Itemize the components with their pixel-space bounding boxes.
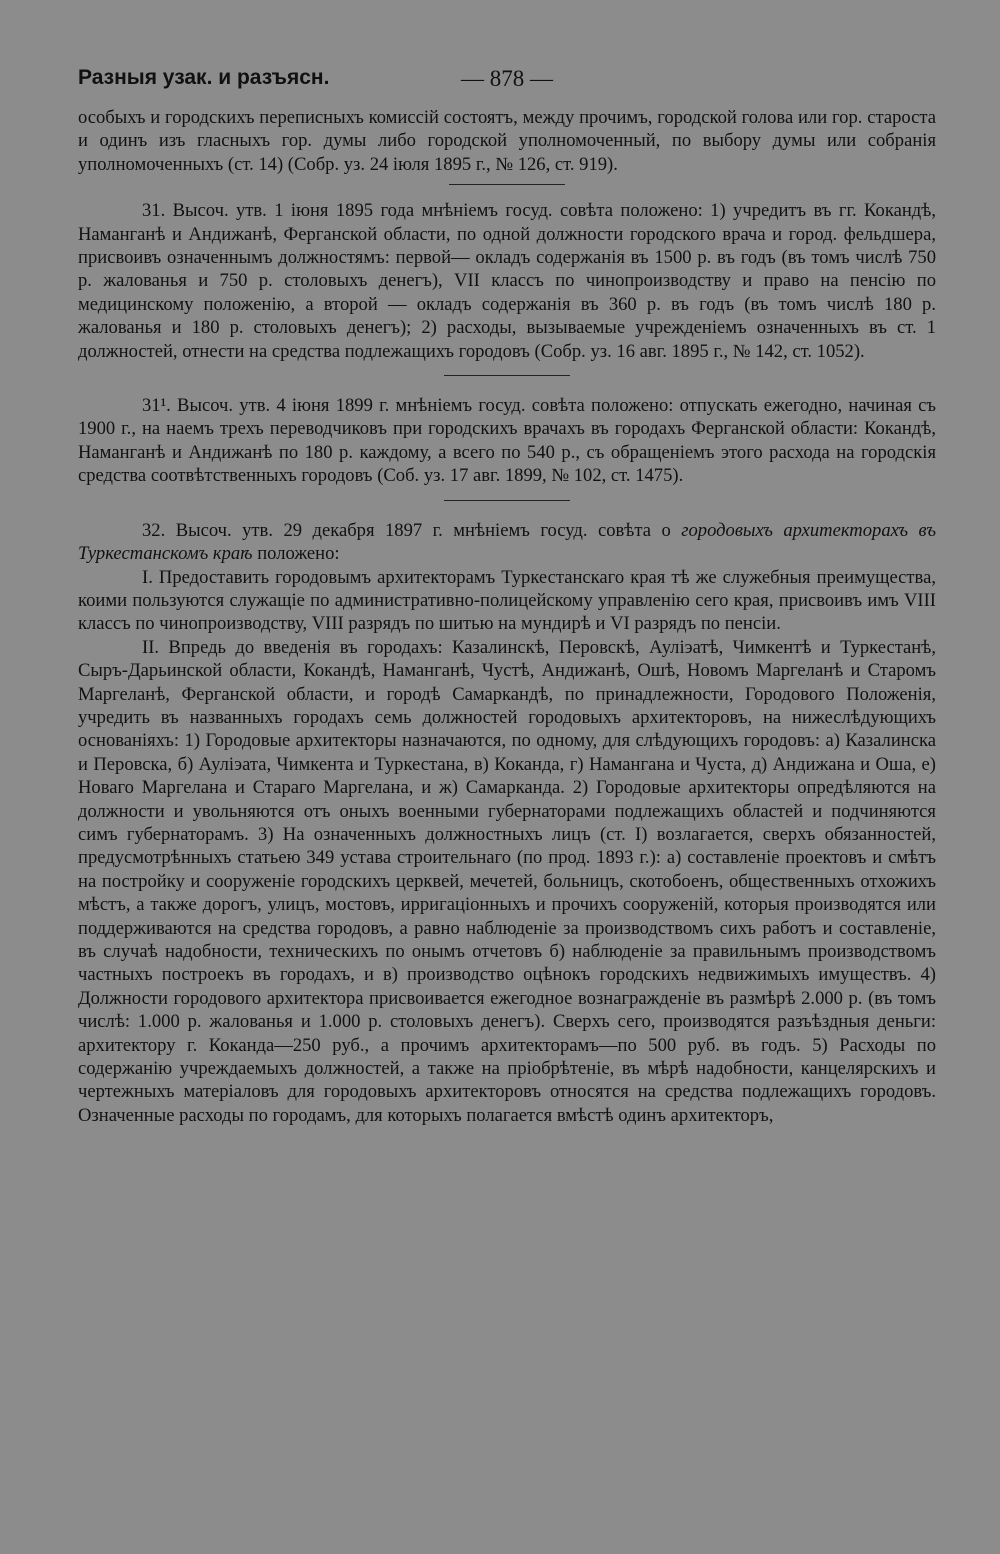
article-31-1: 31¹. Высоч. утв. 4 іюня 1899 г. мнѣніемъ госуд. совѣта положено: отпускать ежегодно, начиная съ 1900 г., на наемъ трехъ переводчиковъ при городскихъ врачахъ въ городахъ Ферганской области: Кокандѣ, Наманганѣ и Андижанѣ по 180 р. каждому, а всего по 540 р., съ обращеніемъ этого расхода на городскія средства соотвѣтственныхъ городовъ (Соб. уз. 17 авг. 1899, № 102, ст. 1475).	[78, 395, 936, 487]
article-31: 31. Высоч. утв. 1 іюня 1895 года мнѣніемъ госуд. совѣта положено: 1) учредитъ въ гг. Кокандѣ, Наманганѣ и Андижанѣ, Ферганской области, по одной должности городского врача и город. фельдшера, присвоивъ означеннымъ должностямъ: первой— окладъ содержанія въ 1500 р. въ годъ (въ томъ числѣ 750 р. жалованья и 750 р. столовыхъ денегъ), VII классъ по чинопроизводству и право на пенсію по медицинскому положенію, а второй — окладъ содержанія въ 360 р. въ годъ (въ томъ числѣ 180 р. жалованья и 180 р. столовыхъ денегъ); 2) расходы, вызываемые учрежденіемъ означенныхъ въ ст. 1 должностей, отнести на средства подлежащихъ городовъ (Собр. уз. 16 авг. 1895 г., № 142, ст. 1052).	[78, 200, 936, 362]
article-32-section-2: II. Впредь до введенія въ городахъ: Казалинскѣ, Перовскѣ, Ауліэатѣ, Чимкентѣ и Туркестанѣ, Сыръ-Дарьинской области, Кокандѣ, Наманганѣ, Чустѣ, Андижанѣ, Ошѣ, Новомъ Маргеланѣ и Старомъ Маргеланѣ, Ферганской области, и городѣ Самаркандѣ, по принадлежности, Городового Положенія, учредить въ названныхъ городахъ семь должностей городовыхъ архитекторовъ, на нижеслѣдующихъ основаніяхъ: 1) Городовые архитекторы назначаются, по одному, для слѣдующихъ городовъ: а) Казалинска и Перовска, б) Ауліэата, Чимкента и Туркестана, в) Коканда, г) Намангана и Чуста, д) Андижана и Оша, е) Новаго Маргелана и Стараго Маргелана, и ж) Самарканда. 2) Городовые архитекторы опредѣляются на должности и увольняются отъ оныхъ военными губернаторами подлежащихъ областей и подчиняются симъ губернаторамъ. 3) На означенныхъ должностныхъ лицъ (ст. I) возлагается, сверхъ обязанностей, предусмотрѣнныхъ статьею 349 устава строительнаго (по прод. 1893 г.): а) составленіе проектовъ и смѣтъ на постройку и сооруженіе городскихъ церквей, мечетей, больницъ, скотобоенъ, общественныхъ отхожихъ мѣстъ, а также дорогъ, улицъ, мостовъ, ирригаціонныхъ и прочихъ сооруженій, которыя производятся или поддерживаются на средства городовъ, а равно наблюденіе за производствомъ сихъ работъ и составленіе, въ случаѣ надобности, техническихъ по онымъ отчетовъ б) наблюденіе за правильнымъ производствомъ частныхъ построекъ въ городахъ, и в) производство оцѣнокъ городскихъ недвижимыхъ имуществъ. 4) Должности городового архитектора присвоивается ежегодное вознагражденіе въ размѣрѣ 2.000 р. (въ томъ числѣ: 1.000 р. жалованья и 1.000 р. столовыхъ денегъ). Сверхъ сего, производятся разъѣздныя деньги: архитектору г. Коканда—250 руб., а прочимъ архитекторамъ—по 500 руб. въ годъ. 5) Расходы по содержанію учреждаемыхъ должностей, а также на пріобрѣтеніе, въ мѣрѣ надобности, канцелярскихъ и чертежныхъ матеріаловъ для городовыхъ архитекторовъ относятся на средства подлежащихъ городовъ. Означенные расходы по городамъ, для которыхъ полагается вмѣстѣ одинъ архитекторъ,	[78, 636, 936, 1126]
article-32	[78, 519, 936, 566]
running-head: Разныя узак. и разъясн.	[78, 66, 330, 89]
page-header	[78, 62, 936, 106]
page-number: — 878 —	[461, 66, 553, 91]
paragraph-continued: особыхъ и городскихъ переписныхъ комиссій состоятъ, между прочимъ, городской голова или гор. староста и одинъ изъ гласныхъ гор. думы либо городской уполномоченный, по выбору думы или собранія уполномоченныхъ (ст. 14) (Собр. уз. 24 іюля 1895 г., № 126, ст. 919).	[78, 107, 936, 175]
article-32-section-1: I. Предоставить городовымъ архитекторамъ Туркестанскаго края тѣ же служебныя преимущества, коими пользуются служащіе по административно-полицейскому управленію сего края, присвоивъ имъ VIII классъ по чинопроизводству, VIII разрядъ по шитью на мундирѣ и VI разрядъ по пенсіи.	[78, 566, 936, 635]
article-32-tail: положено:	[252, 543, 340, 565]
section-divider	[444, 375, 570, 376]
section-divider	[449, 184, 565, 185]
article-32-subject: городовыхъ архитекторахъ въ Туркестанскомъ краѣ	[78, 519, 936, 565]
article-32-lead: 32. Высоч. утв. 29 декабря 1897 г. мнѣніемъ госуд. совѣта о	[142, 519, 682, 541]
body-text	[78, 106, 936, 1127]
document-page	[78, 62, 936, 1127]
section-divider	[444, 500, 570, 501]
